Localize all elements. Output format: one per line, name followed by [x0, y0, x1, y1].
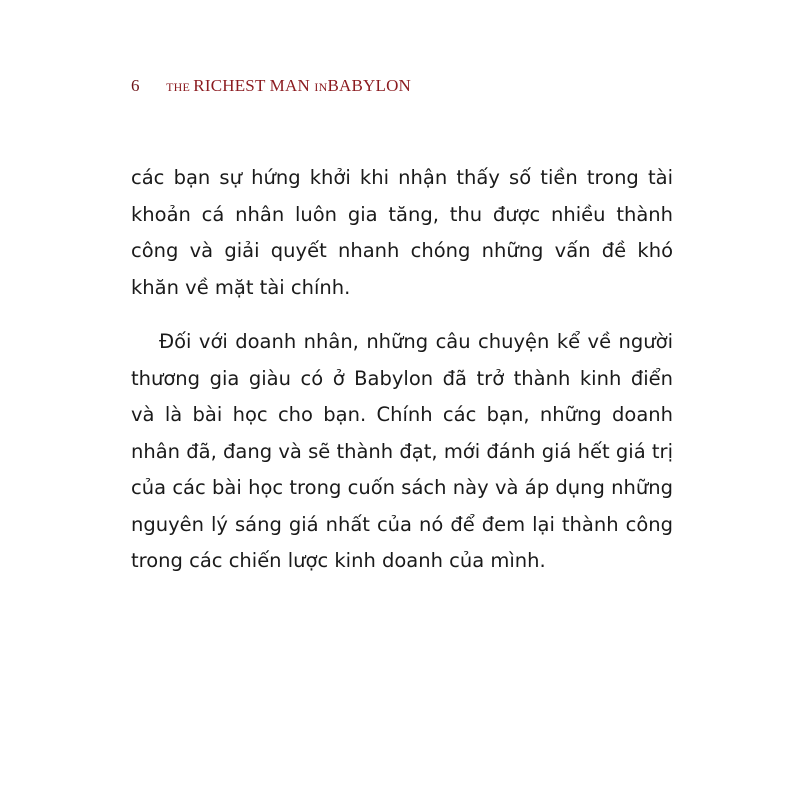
text-line: khăn về mặt tài chính. [131, 275, 351, 299]
text-line: thương gia giàu có ở Babylon đã trở thành kinh điển [131, 366, 673, 390]
text-line: và là bài học cho bạn. Chính các bạn, những doanh [131, 403, 673, 426]
paragraph-gap [131, 306, 673, 324]
book-title-richest: RICHEST MAN [193, 76, 315, 95]
book-title-babylon: BABYLON [327, 76, 412, 95]
text-line: công và giải quyết nhanh chóng những vấn đề khó [131, 239, 673, 262]
paragraph-1 [131, 160, 673, 306]
text-line: nguyên lý sáng giá nhất của nó để đem lại thành công [131, 512, 673, 536]
book-title [166, 76, 411, 95]
page-number: 6 [131, 76, 140, 95]
paragraph-2 [131, 324, 673, 580]
body-text [131, 160, 673, 580]
book-title-the: THE [166, 80, 194, 94]
running-header [131, 76, 411, 96]
text-line: của các bài học trong cuốn sách này và áp dụng những [131, 476, 673, 499]
book-title-in: IN [314, 80, 328, 94]
text-line: trong các chiến lược kinh doanh của mình. [131, 549, 546, 572]
text-line: Đối với doanh nhân, những câu chuyện kể về người [159, 330, 673, 353]
text-line: các bạn sự hứng khởi khi nhận thấy số tiền trong tài [131, 166, 673, 189]
text-line: nhân đã, đang và sẽ thành đạt, mới đánh giá hết giá trị [131, 439, 673, 463]
text-line: khoản cá nhân luôn gia tăng, thu được nhiều thành [131, 202, 673, 226]
